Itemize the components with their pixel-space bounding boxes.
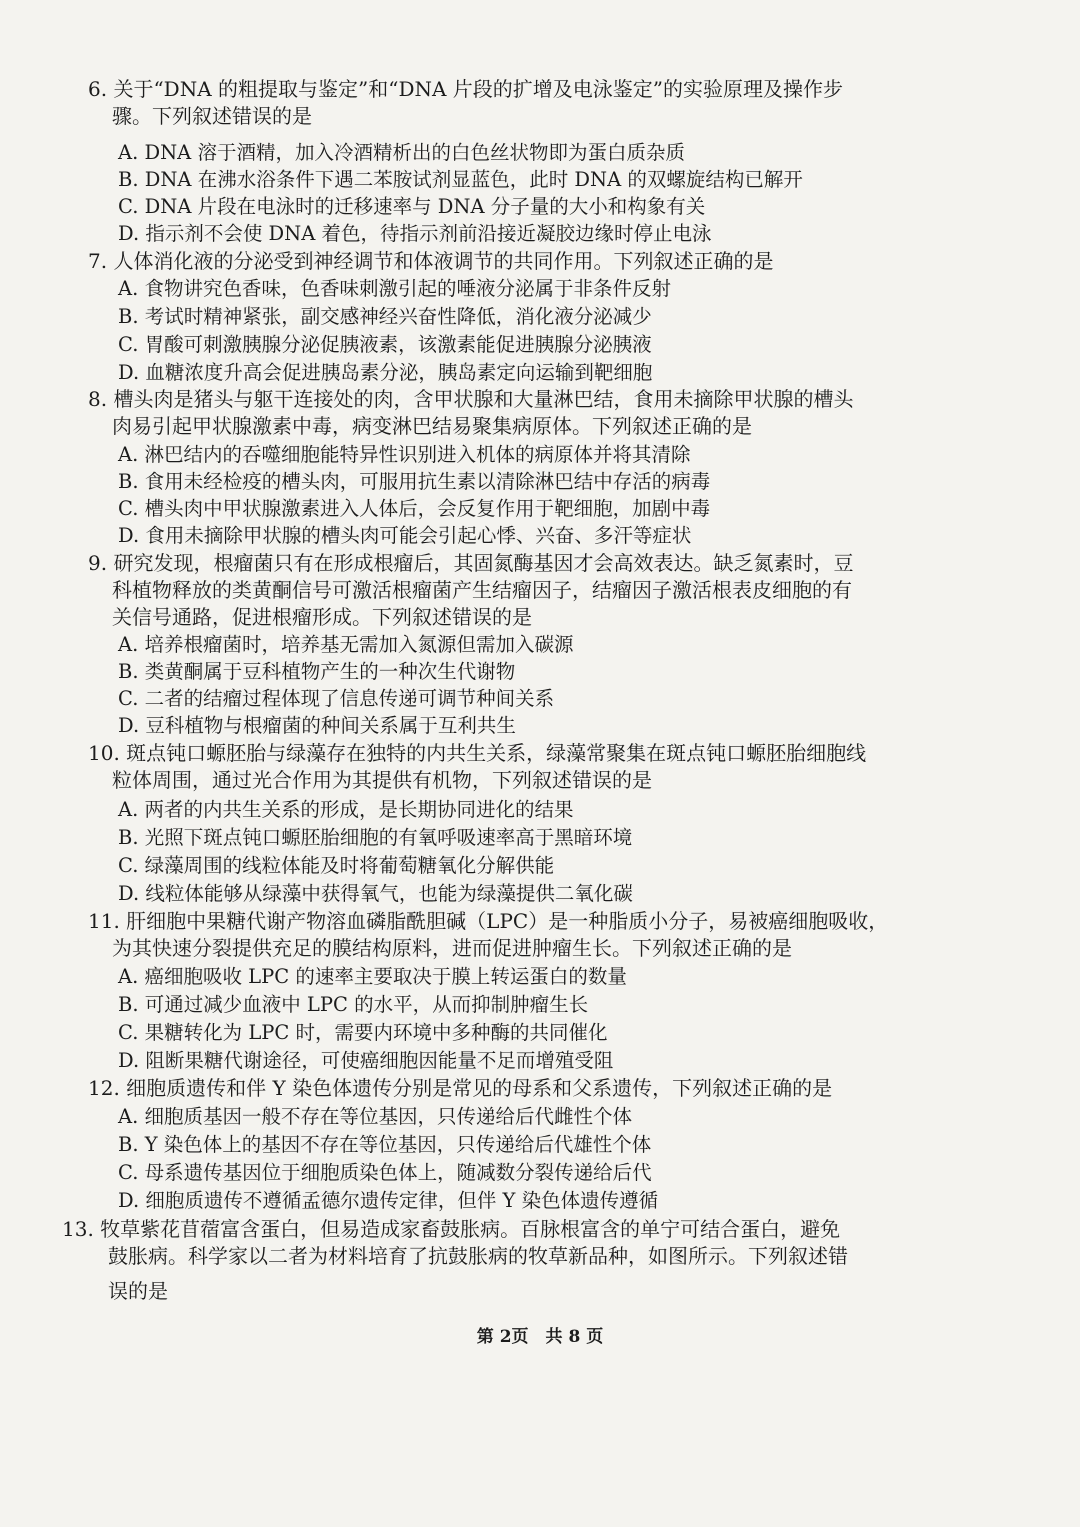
stem-text: 关信号通路，促进根瘤形成。下列叙述错误的是	[112, 605, 532, 629]
question-6-option-d: D. 指示剂不会使 DNA 着色，待指示剂前沿接近凝胶边缘时停止电泳	[118, 222, 712, 245]
question-number: 13.	[62, 1217, 94, 1241]
question-7-option-c: C. 胃酸可刺激胰腺分泌促胰液素，该激素能促进胰腺分泌胰液	[118, 333, 652, 356]
question-number: 9.	[88, 551, 108, 575]
question-12-option-c: C. 母系遗传基因位于细胞质染色体上，随减数分裂传递给后代	[118, 1161, 652, 1184]
question-11-stem	[88, 908, 908, 962]
question-12-stem	[88, 1075, 908, 1102]
question-12-option-b: B. Y 染色体上的基因不存在等位基因，只传递给后代雄性个体	[118, 1133, 652, 1156]
question-number: 7.	[88, 249, 108, 273]
question-6-option-a: A. DNA 溶于酒精，加入冷酒精析出的白色丝状物即为蛋白质杂质	[118, 141, 685, 164]
question-10-stem	[88, 740, 908, 794]
question-10-option-c: C. 绿藻周围的线粒体能及时将葡萄糖氧化分解供能	[118, 854, 555, 877]
question-10-option-b: B. 光照下斑点钝口螈胚胎细胞的有氧呼吸速率高于黑暗环境	[118, 826, 633, 849]
page-footer: 第 2页 共 8 页	[476, 1327, 604, 1347]
stem-text: 槽头肉是猪头与躯干连接处的肉，含甲状腺和大量淋巴结，食用未摘除甲状腺的槽头	[113, 387, 854, 411]
question-6-stem	[88, 76, 908, 130]
stem-text: 科植物释放的类黄酮信号可激活根瘤菌产生结瘤因子，结瘤因子激活根表皮细胞的有	[112, 578, 852, 602]
stem-text: 牧草紫花苜蓿富含蛋白，但易造成家畜鼓胀病。百脉根富含的单宁可结合蛋白，避免	[100, 1217, 841, 1241]
question-11-option-a: A. 癌细胞吸收 LPC 的速率主要取决于膜上转运蛋白的数量	[118, 965, 627, 988]
question-9-stem	[88, 550, 908, 631]
question-10-option-d: D. 线粒体能够从绿藻中获得氧气，也能为绿藻提供二氧化碳	[118, 882, 633, 905]
question-8-stem	[88, 386, 908, 440]
stem-text: 斑点钝口螈胚胎与绿藻存在独特的内共生关系，绿藻常聚集在斑点钝口螈胚胎细胞线	[126, 741, 867, 765]
question-8-option-c: C. 槽头肉中甲状腺激素进入人体后，会反复作用于靶细胞，加剧中毒	[118, 497, 711, 520]
question-7-stem	[88, 248, 908, 275]
stem-text: 人体消化液的分泌受到神经调节和体液调节的共同作用。下列叙述正确的是	[113, 249, 774, 273]
question-8-option-a: A. 淋巴结内的吞噬细胞能特异性识别进入机体的病原体并将其清除	[118, 443, 691, 466]
stem-text: 误的是	[108, 1279, 168, 1303]
question-11-option-c: C. 果糖转化为 LPC 时，需要内环境中多种酶的共同催化	[118, 1021, 608, 1044]
question-number: 10.	[88, 741, 120, 765]
question-12-option-a: A. 细胞质基因一般不存在等位基因，只传递给后代雌性个体	[118, 1105, 632, 1128]
question-9-option-a: A. 培养根瘤菌时，培养基无需加入氮源但需加入碳源	[118, 633, 574, 656]
question-6-option-b: B. DNA 在沸水浴条件下遇二苯胺试剂显蓝色，此时 DNA 的双螺旋结构已解开	[118, 168, 803, 191]
stem-text: 细胞质遗传和伴 Y 染色体遗传分别是常见的母系和父系遗传，下列叙述正确的是	[126, 1076, 833, 1100]
stem-text: 肉易引起甲状腺激素中毒，病变淋巴结易聚集病原体。下列叙述正确的是	[112, 414, 752, 438]
question-8-option-b: B. 食用未经检疫的槽头肉，可服用抗生素以清除淋巴结中存活的病毒	[118, 470, 711, 493]
question-9-option-d: D. 豆科植物与根瘤菌的种间关系属于互利共生	[118, 714, 516, 737]
stem-text: 鼓胀病。科学家以二者为材料培育了抗鼓胀病的牧草新品种，如图所示。下列叙述错	[108, 1244, 848, 1268]
question-11-option-d: D. 阻断果糖代谢途径，可使癌细胞因能量不足而增殖受阻	[118, 1049, 614, 1072]
stem-text: 关于“DNA 的粗提取与鉴定”和“DNA 片段的扩增及电泳鉴定”的实验原理及操作步	[113, 77, 844, 101]
question-7-option-a: A. 食物讲究色香味，色香味刺激引起的唾液分泌属于非条件反射	[118, 277, 671, 300]
question-11-option-b: B. 可通过减少血液中 LPC 的水平，从而抑制肿瘤生长	[118, 993, 589, 1016]
question-9-option-b: B. 类黄酮属于豆科植物产生的一种次生代谢物	[118, 660, 516, 683]
stem-text: 研究发现，根瘤菌只有在形成根瘤后，其固氮酶基因才会高效表达。缺乏氮素时，豆	[113, 551, 854, 575]
question-7-option-d: D. 血糖浓度升高会促进胰岛素分泌，胰岛素定向运输到靶细胞	[118, 361, 653, 384]
question-9-option-c: C. 二者的结瘤过程体现了信息传递可调节种间关系	[118, 687, 555, 710]
stem-text: 粒体周围，通过光合作用为其提供有机物，下列叙述错误的是	[112, 768, 652, 792]
question-6-option-c: C. DNA 片段在电泳时的迁移速率与 DNA 分子量的大小和构象有关	[118, 195, 706, 218]
question-number: 12.	[88, 1076, 120, 1100]
stem-text: 骤。下列叙述错误的是	[112, 104, 312, 128]
question-13-stem	[62, 1216, 882, 1305]
stem-text: 为其快速分裂提供充足的膜结构原料，进而促进肿瘤生长。下列叙述正确的是	[112, 936, 792, 960]
question-7-option-b: B. 考试时精神紧张，副交感神经兴奋性降低，消化液分泌减少	[118, 305, 652, 328]
question-8-option-d: D. 食用未摘除甲状腺的槽头肉可能会引起心悸、兴奋、多汗等症状	[118, 524, 692, 547]
question-number: 11.	[88, 909, 120, 933]
question-12-option-d: D. 细胞质遗传不遵循孟德尔遗传定律，但伴 Y 染色体遗传遵循	[118, 1189, 659, 1212]
stem-text: 肝细胞中果糖代谢产物溶血磷脂酰胆碱（LPC）是一种脂质小分子，易被癌细胞吸收，	[126, 909, 889, 933]
question-10-option-a: A. 两者的内共生关系的形成，是长期协同进化的结果	[118, 798, 574, 821]
question-number: 6.	[88, 77, 108, 101]
question-number: 8.	[88, 387, 108, 411]
